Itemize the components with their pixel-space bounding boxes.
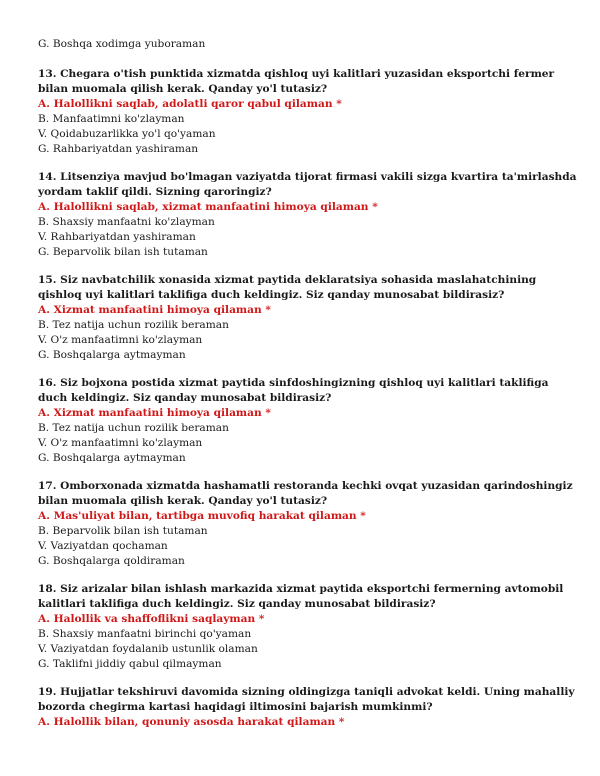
question-text: 13. Chegara o'tish punktida xizmatda qishloq uyi kalitlari yuzasidan eksportchi fermer bilan muomala qilish kerak. Qanday yo'l tutasiz?	[38, 68, 555, 95]
question-text: 14. Litsenziya mavjud bo'lmagan vaziyatda tijorat firmasi vakili sizga kvartira ta'mirlashda yordam taklif qildi. Sizning qaroringiz?	[38, 171, 577, 198]
answer-option: B. Manfaatimni ko'zlayman	[38, 113, 185, 125]
answer-option: B. Shaxsiy manfaatni birinchi qo'yaman	[38, 628, 252, 640]
answer-option: V. Rahbariyatdan yashiraman	[38, 231, 196, 243]
answer-option: V. O'z manfaatimni ko'zlayman	[38, 437, 203, 449]
correct-answer: A. Halollik bilan, qonuniy asosda harakat qilaman *	[38, 716, 345, 728]
question-text: 18. Siz arizalar bilan ishlash markazida xizmat paytida eksportchi fermerning avtomobil kalitlari taklifiga duch keldingiz. Siz qanday munosabat bildirasiz?	[38, 583, 564, 610]
question-block	[38, 67, 578, 157]
answer-option: B. Beparvolik bilan ish tutaman	[38, 525, 208, 537]
answer-option: V. Vaziyatdan qochaman	[38, 540, 168, 552]
correct-answer: A. Mas'uliyat bilan, tartibga muvofiq harakat qilaman *	[38, 510, 366, 522]
correct-answer: A. Halollik va shaffoflikni saqlayman *	[38, 613, 265, 625]
answer-option: V. O'z manfaatimni ko'zlayman	[38, 334, 203, 346]
answer-option: B. Shaxsiy manfaatni ko'zlayman	[38, 216, 215, 228]
answer-option: G. Boshqalarga qoldiraman	[38, 555, 185, 567]
correct-answer: A. Xizmat manfaatini himoya qilaman *	[38, 304, 271, 316]
answer-option: G. Rahbariyatdan yashiraman	[38, 143, 199, 155]
question-block	[38, 479, 578, 569]
answer-option: G. Taklifni jiddiy qabul qilmayman	[38, 658, 222, 670]
correct-answer: A. Xizmat manfaatini himoya qilaman *	[38, 407, 271, 419]
answer-option: G. Boshqalarga aytmayman	[38, 349, 186, 361]
question-block	[38, 273, 578, 363]
question-block	[38, 170, 578, 260]
answer-option: G. Boshqalarga aytmayman	[38, 452, 186, 464]
question-text: 17. Omborxonada xizmatda hashamatli restoranda kechki ovqat yuzasidan qarindoshingiz bilan muomala qilish kerak. Qanday yo'l tutasiz?	[38, 480, 573, 507]
answer-option: B. Tez natija uchun rozilik beraman	[38, 319, 229, 331]
answer-option: G. Beparvolik bilan ish tutaman	[38, 246, 208, 258]
question-text: 19. Hujjatlar tekshiruvi davomida sizning oldingizga taniqli advokat keldi. Uning mahalliy bozorda chegirma kartasi haqidagi iltimosini bajarish mumkinmi?	[38, 686, 575, 713]
question-text: 15. Siz navbatchilik xonasida xizmat paytida deklaratsiya sohasida maslahatchining qishloq uyi kalitlari taklifiga duch keldingiz. Siz qanday munosabat bildirasiz?	[38, 274, 537, 301]
question-block	[38, 685, 578, 730]
answer-option: V. Vaziyatdan foydalanib ustunlik olaman	[38, 643, 258, 655]
question-block	[38, 376, 578, 466]
correct-answer: A. Halollikni saqlab, adolatli qaror qabul qilaman *	[38, 98, 342, 110]
answer-option: V. Qoidabuzarlikka yo'l qo'yaman	[38, 128, 216, 140]
question-block	[38, 582, 578, 672]
correct-answer: A. Halollikni saqlab, xizmat manfaatini himoya qilaman *	[38, 201, 378, 213]
carry-over-option: G. Boshqa xodimga yuboraman	[38, 38, 206, 50]
answer-option: B. Tez natija uchun rozilik beraman	[38, 422, 229, 434]
question-text: 16. Siz bojxona postida xizmat paytida sinfdoshingizning qishloq uyi kalitlari taklifiga duch keldingiz. Siz qanday munosabat bildirasiz?	[38, 377, 549, 404]
